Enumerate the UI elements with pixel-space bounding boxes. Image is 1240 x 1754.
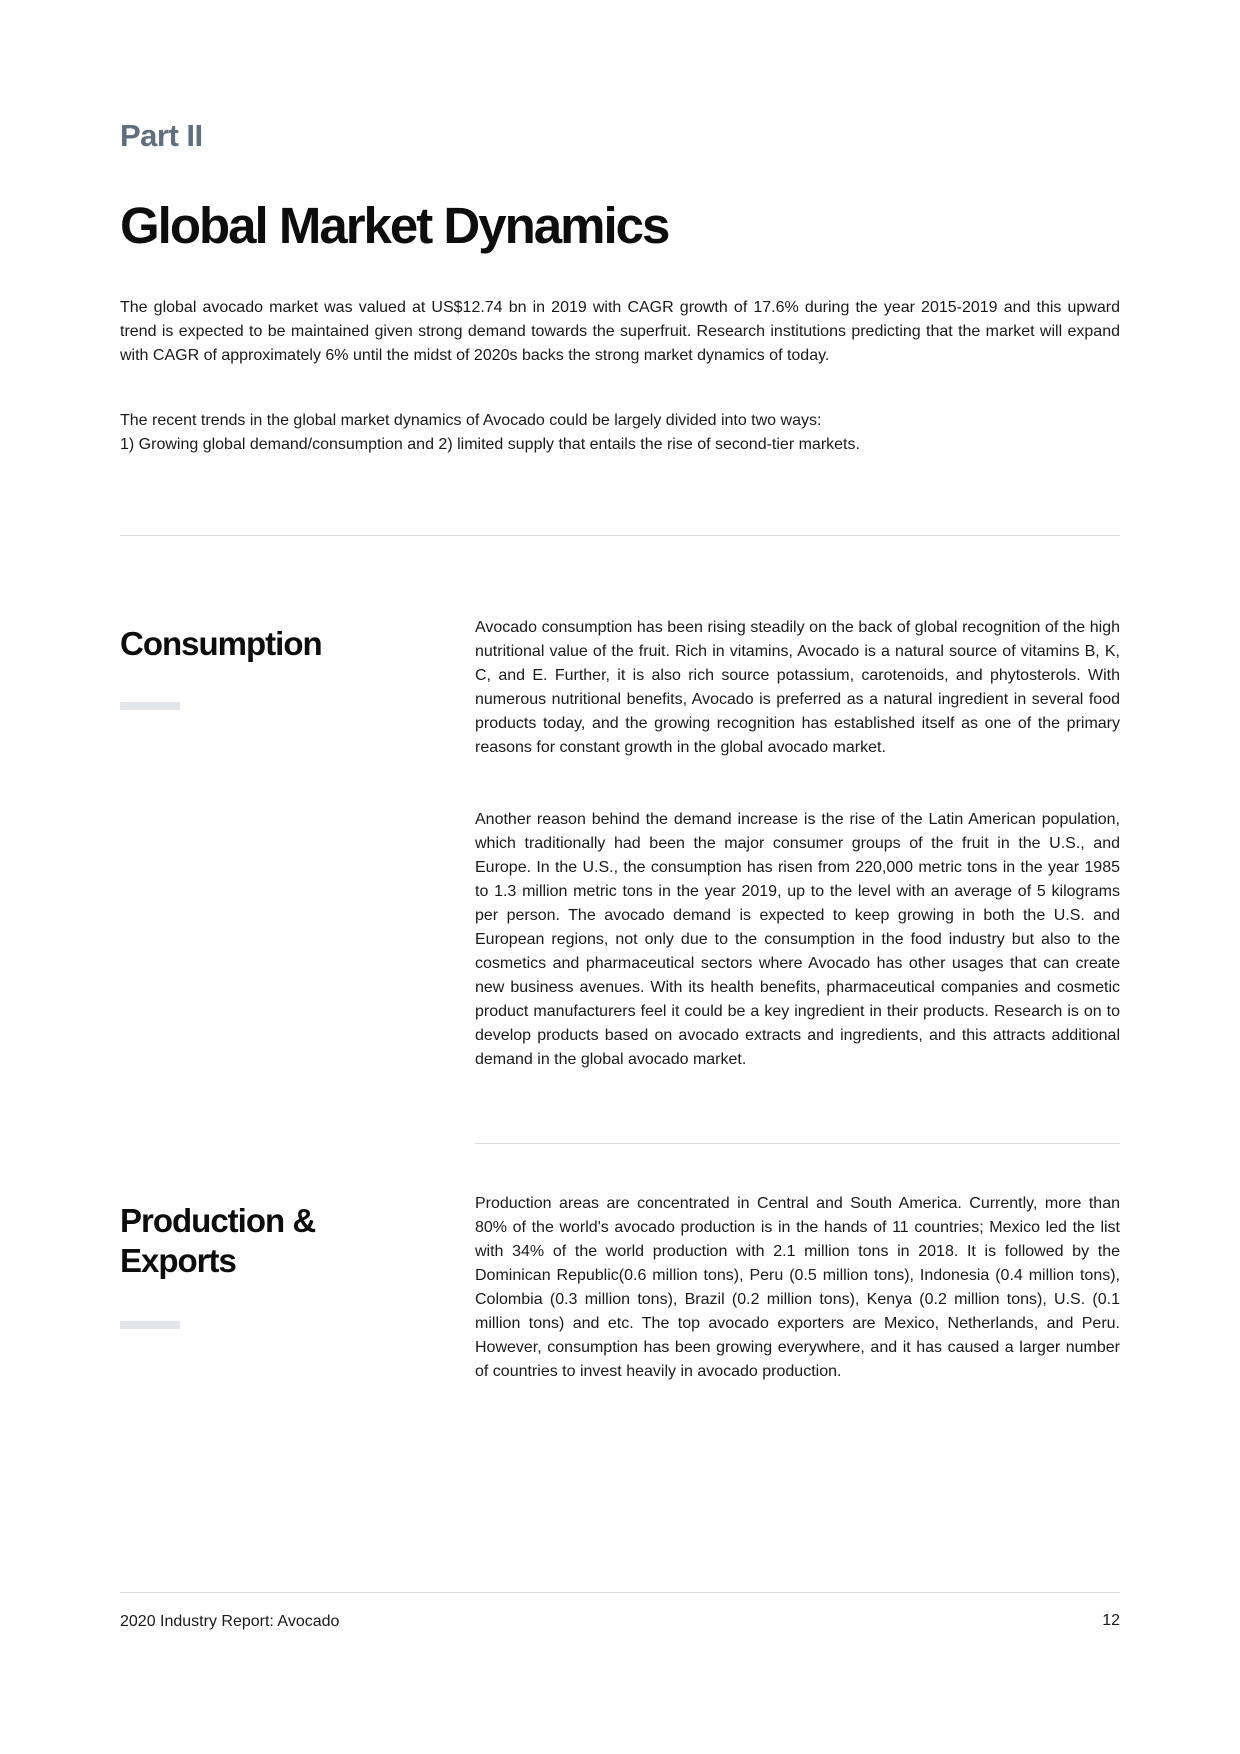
consumption-heading: Consumption — [120, 625, 322, 662]
subsection-divider — [475, 1143, 1120, 1144]
consumption-paragraph-1: Avocado consumption has been rising steadily on the back of global recognition of the high nutritional value of the fruit. Rich in vitamins, Avocado is a natural source of vitamins B, K, C, and E. Further, it is also rich source potassium, carotenoids, and phytosterols. With numerous nutritional benefits, Avocado is preferred as a natural ingredient in several food products today, and the growing recognition has established itself as one of the primary reasons for constant growth in the global avocado market. — [475, 619, 1120, 756]
footer-page-number: 12 — [1102, 1612, 1120, 1629]
production-heading — [120, 1201, 315, 1281]
page-title: Global Market Dynamics — [120, 197, 669, 254]
intro-trends-line-1: The recent trends in the global market dynamics of Avocado could be largely divided into two ways: — [120, 412, 822, 429]
production-accent-bar — [120, 1321, 180, 1329]
footer-divider — [120, 1592, 1120, 1593]
intro-paragraph: The global avocado market was valued at US$12.74 bn in 2019 with CAGR growth of 17.6% during the year 2015-2019 and this upward trend is expected to be maintained given strong demand towards the superfruit. Research institutions predicting that the market will expand with CAGR of approximately 6% until the midst of 2020s backs the strong market dynamics of today. — [120, 299, 1120, 364]
section-divider — [120, 535, 1120, 536]
consumption-accent-bar — [120, 702, 180, 710]
production-heading-line-1: Production & — [120, 1202, 316, 1239]
footer-report-title: 2020 Industry Report: Avocado — [120, 1613, 340, 1630]
intro-trends-paragraph — [120, 409, 1120, 457]
part-label: Part II — [120, 118, 203, 153]
production-paragraph: Production areas are concentrated in Central and South America. Currently, more than 80% of the world's avocado production is in the hands of 11 countries; Mexico led the list with 34% of the world production with 2.1 million tons in 2018. It is followed by the Dominican Republic(0.6 million tons), Peru (0.5 million tons), Indonesia (0.4 million tons), Colombia (0.3 million tons), Brazil (0.2 million tons), Kenya (0.2 million tons), U.S. (0.1 million tons) and etc. The top avocado exporters are Mexico, Netherlands, and Peru. However, consumption has been growing everywhere, and it has caused a larger number of countries to invest heavily in avocado production. — [475, 1195, 1120, 1380]
production-heading-line-2: Exports — [120, 1242, 236, 1279]
intro-trends-line-2: 1) Growing global demand/consumption and 2) limited supply that entails the rise of second-tier markets. — [120, 436, 860, 453]
consumption-paragraph-2: Another reason behind the demand increase is the rise of the Latin American population, which traditionally had been the major consumer groups of the fruit in the U.S., and Europe. In the U.S., the consumption has risen from 220,000 metric tons in the year 1985 to 1.3 million metric tons in the year 2019, up to the level with an average of 5 kilograms per person. The avocado demand is expected to keep growing in both the U.S. and European regions, not only due to the consumption in the food industry but also to the cosmetics and pharmaceutical sectors where Avocado has other usages that can create new business avenues. With its health benefits, pharmaceutical companies and cosmetic product manufacturers feel it could be a key ingredient in their products. Research is on to develop products based on avocado extracts and ingredients, and this attracts additional demand in the global avocado market. — [475, 811, 1120, 1068]
